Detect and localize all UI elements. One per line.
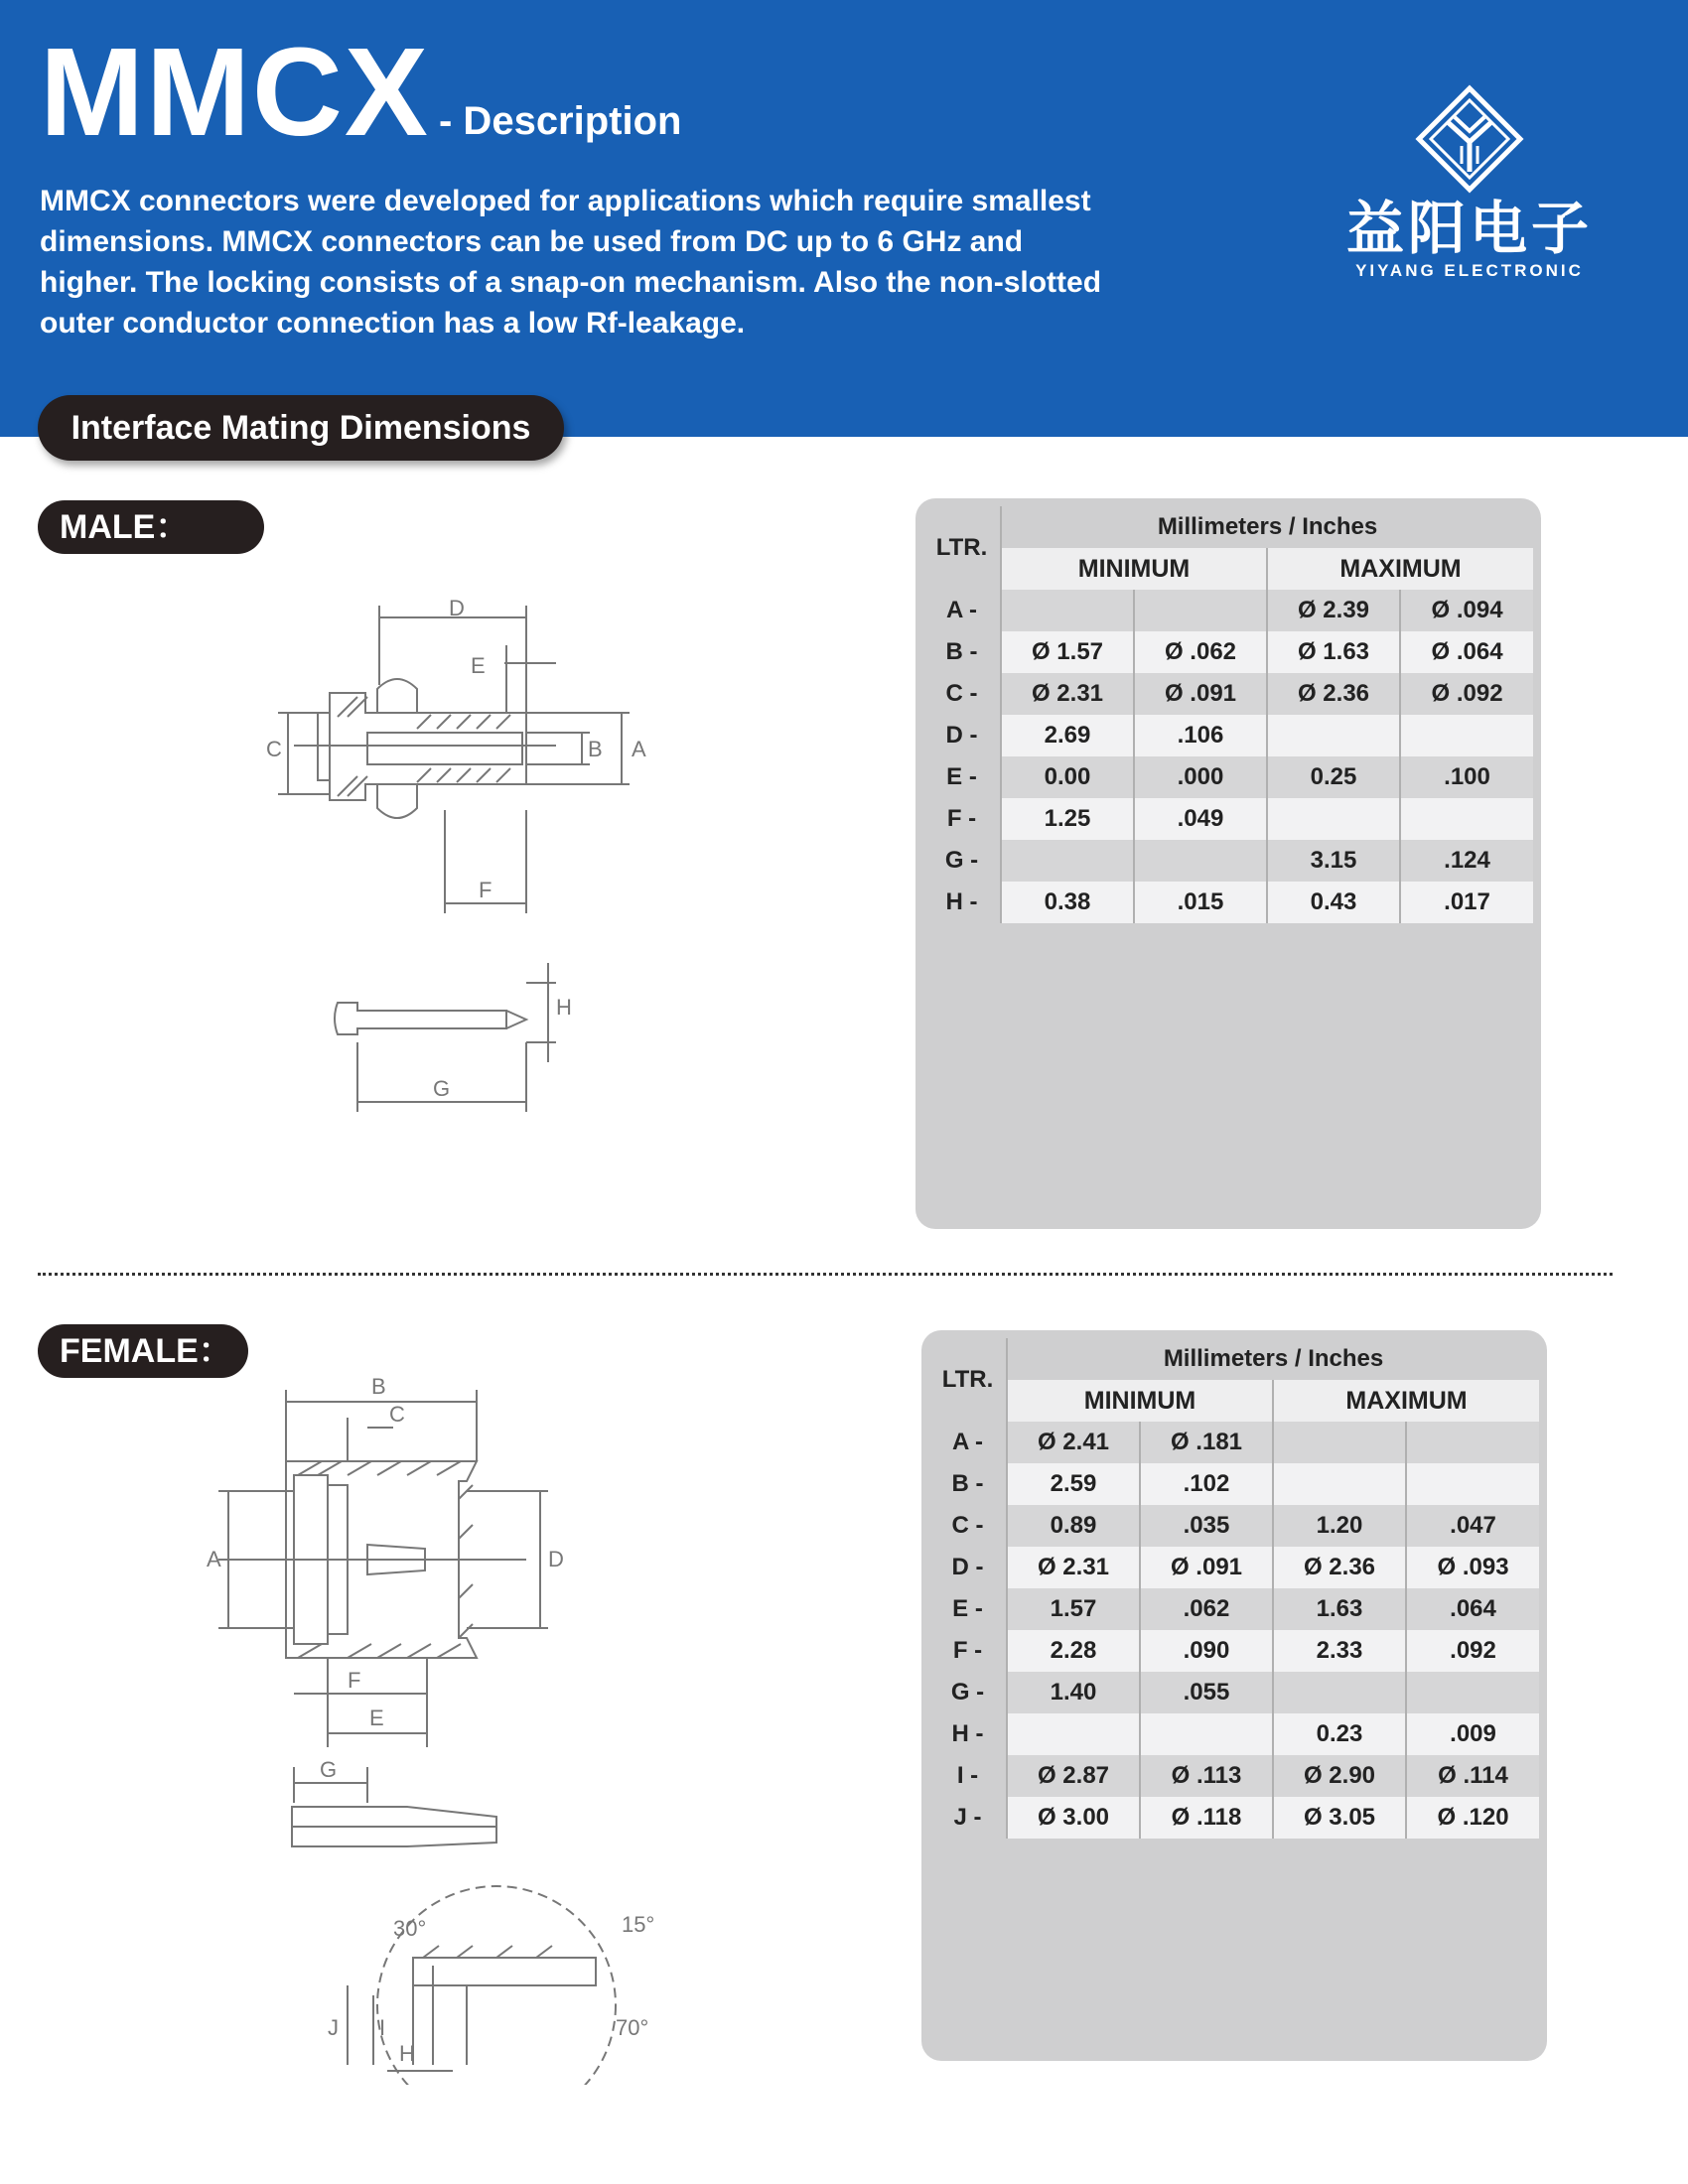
max-mm-cell: Ø 2.36 <box>1267 673 1400 715</box>
table-row <box>929 1588 1539 1630</box>
male-dimension-table <box>923 506 1533 923</box>
max-inch-cell: Ø .094 <box>1400 590 1533 631</box>
table-row <box>929 1630 1539 1672</box>
max-mm-cell: Ø 2.90 <box>1273 1755 1406 1797</box>
min-mm-cell: 2.69 <box>1001 715 1134 756</box>
male-dim-d: D <box>449 596 465 620</box>
row-letter: I - <box>956 1762 979 1789</box>
min-mm-cell: 1.57 <box>1007 1588 1140 1630</box>
row-letter: F - <box>952 1637 983 1664</box>
max-mm-cell <box>1273 1672 1406 1713</box>
section-title-badge: Interface Mating Dimensions <box>38 395 564 461</box>
min-mm-cell: 1.25 <box>1001 798 1134 840</box>
table-row <box>929 1547 1539 1588</box>
min-inch-cell: Ø .113 <box>1140 1755 1273 1797</box>
max-inch-cell: .092 <box>1406 1630 1539 1672</box>
female-angle-30: 30° <box>393 1916 427 1941</box>
min-mm-cell: Ø 1.57 <box>1001 631 1134 673</box>
min-mm-cell: Ø 2.31 <box>1007 1547 1140 1588</box>
max-inch-cell: Ø .120 <box>1406 1797 1539 1839</box>
page-title: MMCX <box>40 22 430 162</box>
min-mm-cell: Ø 2.87 <box>1007 1755 1140 1797</box>
max-mm-cell: 1.20 <box>1273 1505 1406 1547</box>
row-letter: A - <box>951 1429 984 1455</box>
female-dim-e: E <box>369 1706 384 1730</box>
min-inch-cell: .106 <box>1134 715 1267 756</box>
table-row <box>929 1755 1539 1797</box>
table-row <box>929 1797 1539 1839</box>
table-row <box>923 715 1533 756</box>
row-letter: E - <box>946 763 977 790</box>
logo-english-text: YIYANG ELECTRONIC <box>1355 261 1584 280</box>
min-mm-cell: 0.00 <box>1001 756 1134 798</box>
section-divider <box>38 1273 1613 1276</box>
max-mm-cell: 3.15 <box>1267 840 1400 882</box>
min-inch-cell: .015 <box>1134 882 1267 923</box>
female-angle-70: 70° <box>616 2015 649 2040</box>
max-mm-cell: 2.33 <box>1273 1630 1406 1672</box>
female-dim-j: J <box>328 2015 339 2040</box>
min-inch-cell: Ø .091 <box>1140 1547 1273 1588</box>
male-dim-e: E <box>471 653 486 678</box>
min-inch-cell: .102 <box>1140 1463 1273 1505</box>
table-row <box>923 756 1533 798</box>
table-row <box>923 882 1533 923</box>
max-inch-cell <box>1406 1463 1539 1505</box>
min-mm-cell: 1.40 <box>1007 1672 1140 1713</box>
max-mm-cell <box>1273 1422 1406 1463</box>
max-inch-cell <box>1400 715 1533 756</box>
female-dim-i: I <box>379 2015 386 2040</box>
max-mm-cell: 0.25 <box>1267 756 1400 798</box>
table-row <box>929 1713 1539 1755</box>
row-letter: E - <box>952 1595 983 1622</box>
max-mm-cell: Ø 3.05 <box>1273 1797 1406 1839</box>
male-dim-b: B <box>588 737 603 761</box>
max-mm-cell: 1.63 <box>1273 1588 1406 1630</box>
max-inch-cell: .100 <box>1400 756 1533 798</box>
table-row <box>923 673 1533 715</box>
row-letter: H - <box>945 888 978 915</box>
maximum-header: MAXIMUM <box>1273 1380 1539 1422</box>
min-mm-cell <box>1007 1713 1140 1755</box>
male-table-body <box>923 590 1533 923</box>
male-dim-g: G <box>433 1076 451 1101</box>
row-letter: G - <box>944 847 979 874</box>
min-inch-cell <box>1134 590 1267 631</box>
min-inch-cell: Ø .062 <box>1134 631 1267 673</box>
table-row <box>923 798 1533 840</box>
min-mm-cell: 0.38 <box>1001 882 1134 923</box>
min-mm-cell: Ø 2.31 <box>1001 673 1134 715</box>
max-inch-cell: .009 <box>1406 1713 1539 1755</box>
logo-chinese-text: 益阳电子 <box>1345 195 1593 262</box>
max-mm-cell <box>1267 798 1400 840</box>
female-dim-f: F <box>348 1668 361 1693</box>
min-mm-cell: 2.59 <box>1007 1463 1140 1505</box>
max-inch-cell <box>1406 1422 1539 1463</box>
minimum-header: MINIMUM <box>1001 548 1267 590</box>
table-row <box>929 1422 1539 1463</box>
table-row <box>929 1463 1539 1505</box>
row-letter: B - <box>951 1470 984 1497</box>
male-dim-f: F <box>479 878 492 902</box>
maximum-header: MAXIMUM <box>1267 548 1533 590</box>
male-label: MALE： <box>38 500 264 554</box>
max-mm-cell <box>1273 1463 1406 1505</box>
table-row <box>923 631 1533 673</box>
min-mm-cell <box>1001 840 1134 882</box>
max-mm-cell: 0.43 <box>1267 882 1400 923</box>
ltr-header: LTR. <box>935 534 988 561</box>
table-row <box>929 1672 1539 1713</box>
female-dim-c: C <box>389 1402 405 1427</box>
row-letter: A - <box>945 597 978 623</box>
header-banner <box>0 0 1688 437</box>
max-inch-cell: .064 <box>1406 1588 1539 1630</box>
min-inch-cell <box>1140 1713 1273 1755</box>
row-letter: C - <box>945 680 978 707</box>
max-mm-cell: 0.23 <box>1273 1713 1406 1755</box>
min-inch-cell: .035 <box>1140 1505 1273 1547</box>
min-inch-cell: Ø .091 <box>1134 673 1267 715</box>
units-header: Millimeters / Inches <box>1001 506 1533 548</box>
female-angle-15: 15° <box>622 1912 655 1937</box>
male-connector-drawing <box>258 586 655 1142</box>
max-inch-cell <box>1406 1672 1539 1713</box>
min-inch-cell: .000 <box>1134 756 1267 798</box>
row-letter: G - <box>950 1679 985 1706</box>
max-mm-cell: Ø 2.39 <box>1267 590 1400 631</box>
page-subtitle: - Description <box>439 99 682 143</box>
minimum-header: MINIMUM <box>1007 1380 1273 1422</box>
min-mm-cell: Ø 2.41 <box>1007 1422 1140 1463</box>
min-inch-cell: .055 <box>1140 1672 1273 1713</box>
female-dim-g: G <box>320 1757 338 1782</box>
min-mm-cell: 2.28 <box>1007 1630 1140 1672</box>
female-table-body <box>929 1422 1539 1839</box>
male-dim-h: H <box>556 995 572 1020</box>
logo-diamond-icon <box>1415 84 1524 194</box>
table-row <box>923 590 1533 631</box>
min-inch-cell: .090 <box>1140 1630 1273 1672</box>
max-inch-cell: .047 <box>1406 1505 1539 1547</box>
female-dimension-table <box>929 1338 1539 1839</box>
max-inch-cell: Ø .064 <box>1400 631 1533 673</box>
max-mm-cell: Ø 1.63 <box>1267 631 1400 673</box>
min-inch-cell: .062 <box>1140 1588 1273 1630</box>
min-inch-cell: .049 <box>1134 798 1267 840</box>
max-inch-cell <box>1400 798 1533 840</box>
female-dim-a: A <box>207 1547 221 1571</box>
female-dim-d: D <box>548 1547 564 1571</box>
max-inch-cell: .017 <box>1400 882 1533 923</box>
description-text: MMCX connectors were developed for applications which require smallest dimensions. MMCX connectors can be used from DC up to 6 GHz and higher. The locking consists of a snap-on mechanism. Also the non-slotted outer conductor connection has a low Rf-leakage. <box>40 185 1102 340</box>
table-row <box>923 840 1533 882</box>
female-connector-drawing <box>199 1350 735 2085</box>
min-mm-cell: 0.89 <box>1007 1505 1140 1547</box>
min-mm-cell: Ø 3.00 <box>1007 1797 1140 1839</box>
female-label: FEMALE： <box>38 1324 248 1378</box>
row-letter: B - <box>945 638 978 665</box>
units-header: Millimeters / Inches <box>1007 1338 1539 1380</box>
max-inch-cell: Ø .093 <box>1406 1547 1539 1588</box>
female-dim-h: H <box>399 2041 415 2066</box>
max-mm-cell: Ø 2.36 <box>1273 1547 1406 1588</box>
row-letter: H - <box>951 1720 984 1747</box>
row-letter: D - <box>951 1554 984 1580</box>
female-dim-b: B <box>371 1374 386 1399</box>
min-inch-cell: Ø .118 <box>1140 1797 1273 1839</box>
max-mm-cell <box>1267 715 1400 756</box>
male-dim-a: A <box>632 737 646 761</box>
min-inch-cell <box>1134 840 1267 882</box>
row-letter: J - <box>953 1804 982 1831</box>
table-row <box>929 1505 1539 1547</box>
row-letter: F - <box>946 805 977 832</box>
ltr-header: LTR. <box>941 1366 994 1393</box>
min-mm-cell <box>1001 590 1134 631</box>
min-inch-cell: Ø .181 <box>1140 1422 1273 1463</box>
max-inch-cell: Ø .114 <box>1406 1755 1539 1797</box>
row-letter: D - <box>945 722 978 749</box>
male-dim-c: C <box>266 737 282 761</box>
max-inch-cell: .124 <box>1400 840 1533 882</box>
row-letter: C - <box>951 1512 984 1539</box>
max-inch-cell: Ø .092 <box>1400 673 1533 715</box>
company-logo <box>1321 84 1618 303</box>
